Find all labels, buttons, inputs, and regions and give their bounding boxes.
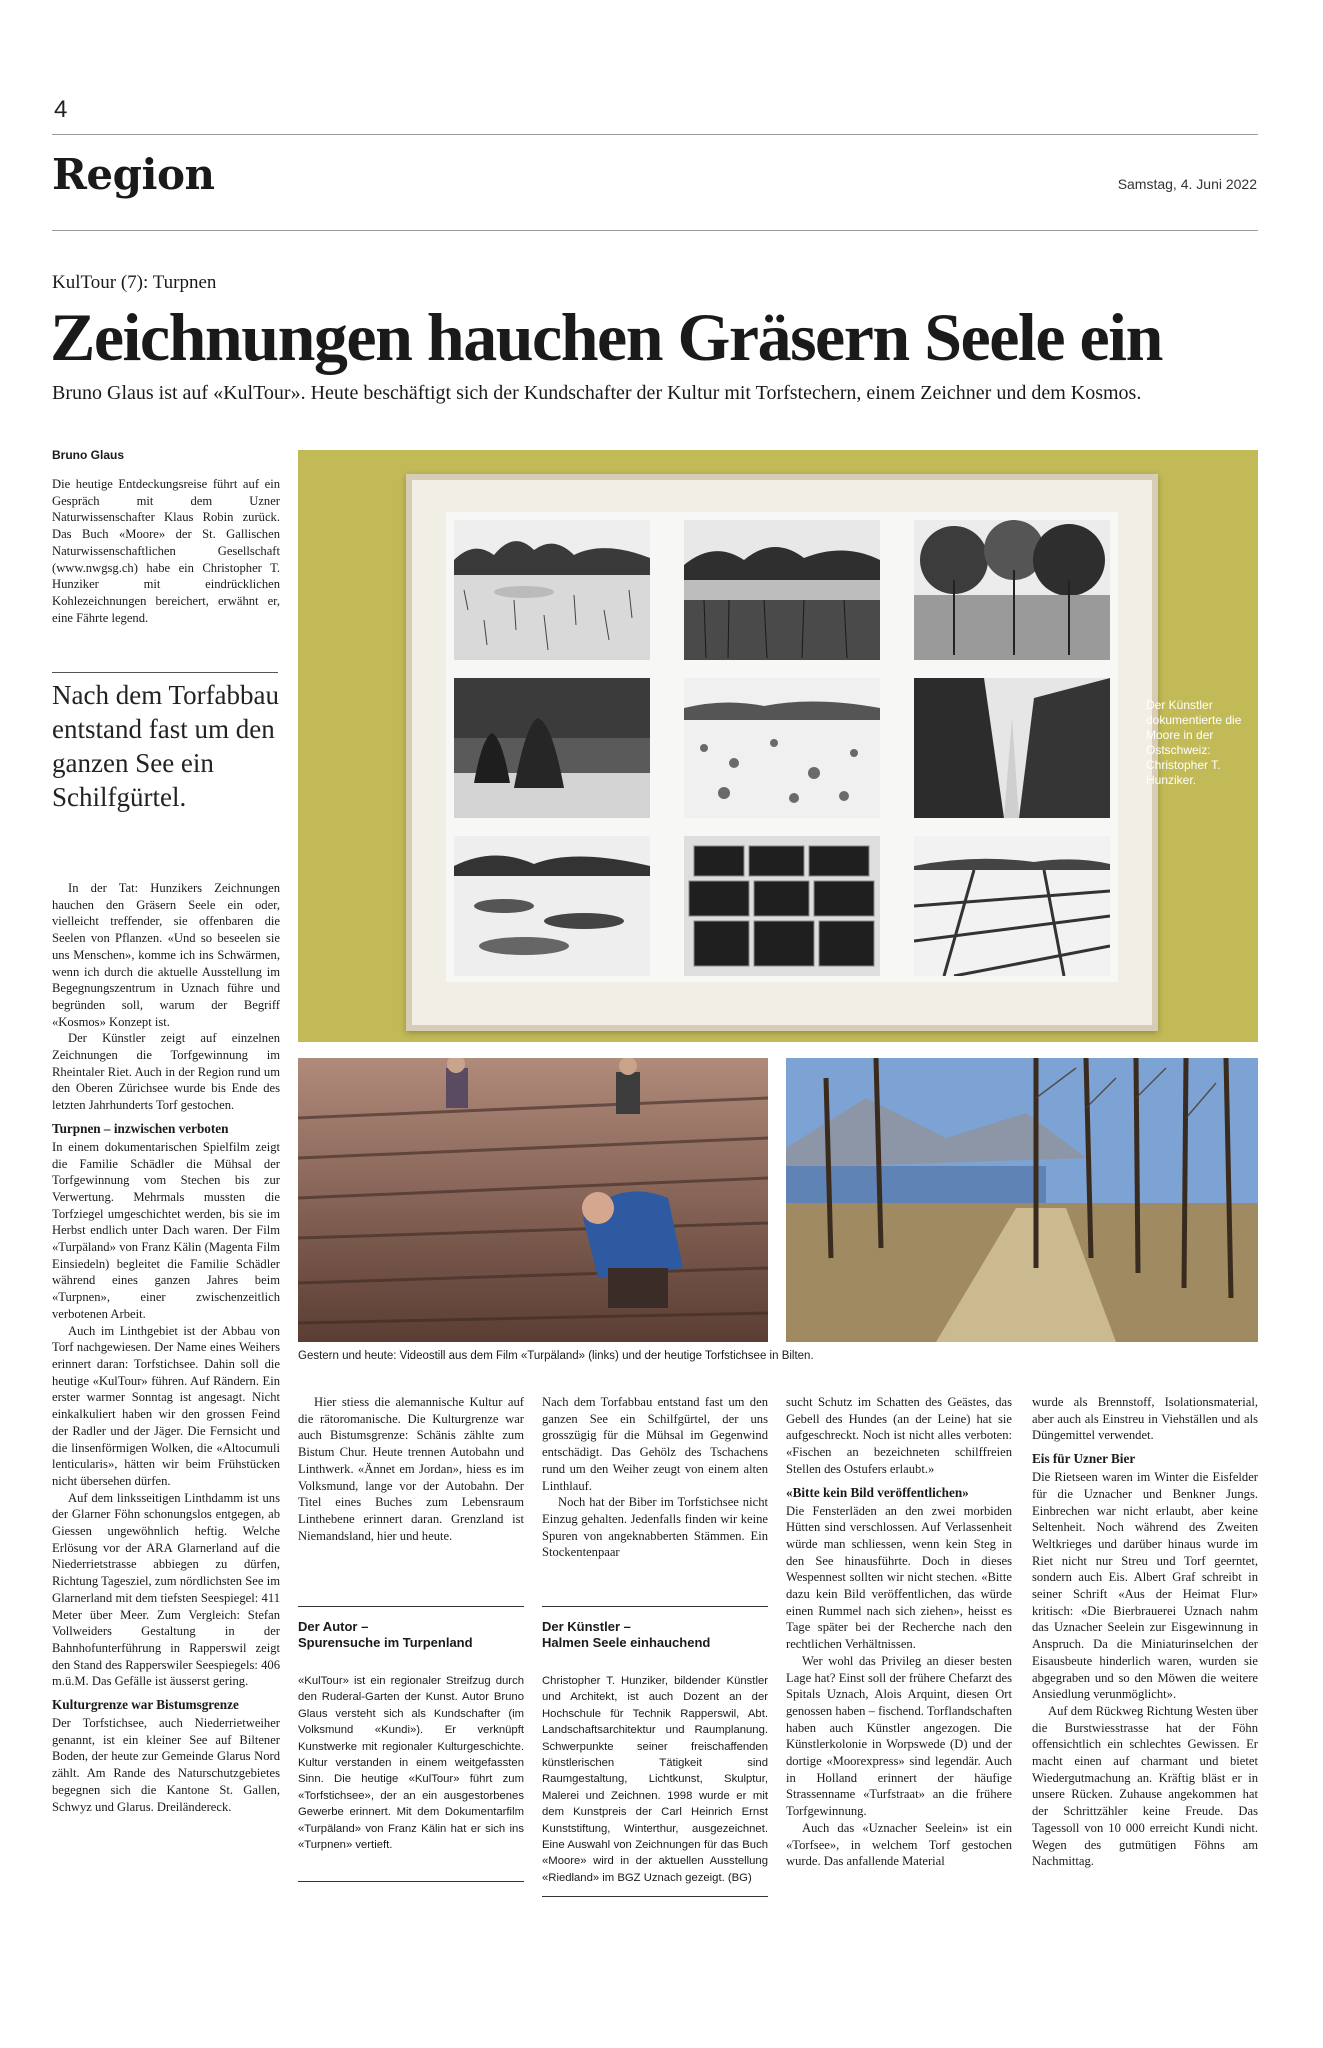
intro-text: Die heutige Entdeckungsreise führt auf ein Gespräch mit dem Uzner Naturwissenschafter Klaus Robin zurück. Das Buch «Moore» der St. Gallischen Naturwissenschaftlichen Gesellschaft (www.nwgsg.ch) habe ein Christopher T. Hunziker mit eindrücklichen Kohlezeichnungen bereichert, erwähnt er, eine Fährte legend. [52, 477, 280, 625]
article-column-1 [52, 880, 280, 1815]
article-kicker: KulTour (7): Turpnen [52, 272, 217, 293]
section-title: Region [52, 150, 215, 199]
artwork-photo [298, 450, 1258, 1042]
paragraph: In einem dokumentarischen Spielfilm zeigt die Familie Schädler die Mühsal der Torfgewinnung vom Stechen bis zur Verwertung. Mehrmals mussten die Torfziegel umgeschichtet werden, bis sie im Herbst endlich unter Dach waren. Der Film «Turpäland» von Franz Kälin (Magenta Film Einsiedeln) begleitet die Familie Schädler während eines ganzen Jahres beim «Turpnen», einer zwischenzeitlich verbotenen Arbeit. [52, 1139, 280, 1321]
paragraph: Nach dem Torfabbau entstand fast um den ganzen See ein Schilfgürtel, der uns grosszügig für die Mühsal im Gegenwind entschädigt. Das Gehölz des Tschachens rund um den Weiher zeugt von einem alten Linthlauf. [542, 1395, 768, 1493]
author-box [298, 1606, 524, 1882]
film-still-photo [298, 1058, 768, 1342]
drawing-meadow-trees [454, 520, 650, 660]
paragraph: Auf dem Rückweg Richtung Westen über die Burstwiesstrasse hat der Föhn offensichtlich ein schlechtes Gewissen. Er macht einen auf charmant und bietet Wiedergutmachung an. Kräftig bläst er in unsere Rücken. Zuhause angekommen hat der Schrittzähler keine Freude. Das Tagessoll von 10 000 erreicht Kundi nicht. Wegen des gutmütigen Föhns am Nachmittag. [1032, 1703, 1258, 1869]
byline: Bruno Glaus [52, 448, 125, 462]
artist-box-title-1: Der Künstler – [542, 1619, 631, 1634]
drawing-snowy-meadow [684, 678, 880, 818]
subheading: Turpnen – inzwischen verboten [52, 1120, 229, 1136]
quote-rule [52, 672, 278, 673]
intro-paragraph [52, 476, 280, 626]
article-column-2 [298, 1394, 524, 1544]
page-number: 4 [54, 96, 68, 123]
paragraph: Hier stiess die alemannische Kultur auf die rätoromanische. Die Kulturgrenze war auch Bistumsgrenze: Schänis zählte zum Bistum Chur. Heute trennen Autobahn und Linthwerk. «Ännet em Jordan», hiess es im Volksmund, lange vor der Autobahn. Der Titel eines Buches zum Lebensraum Linthebene erinnert daran. Grenzland ist Niemandsland, hier und heute. [298, 1395, 524, 1543]
header-rule-bottom [52, 230, 1258, 231]
drawing-peat-walls [914, 678, 1110, 818]
paragraph: Wer wohl das Privileg an dieser besten Lage hat? Einst soll der frühere Chefarzt des Spitals Uznach, Alois Arquint, diesen Ort genossen haben – fischend. Torflandschaften haben auch Künstler angezogen. Die Künstlerkolonie in Worpswede (D) und der dortige «Moorexpress» sind legendär. Auch in Holland erinnert der häufige Strassenname «Turfstraat» an die frühere Torfgewinnung. [786, 1653, 1012, 1819]
author-box-title-2: Spurensuche im Turpenland [298, 1635, 473, 1650]
paragraph: Die Rietseen waren im Winter die Eisfelder für die Uznacher und Benkner Jungs. Einbrechen war nicht erlaubt, aber keine Seltenheit. Noch während des Zweiten Weltkrieges und darüber hinaus wurde im Riet nicht nur Streu und Torf geerntet, sondern auch Eis. Albert Graf schreibt in seiner Schrift «Aus der Heimat Flur» kritisch: «Die Bierbrauerei Uznach nahm das Uznacher Seelein zur Eisgewinnung in Anspruch. Da die Miniaturinselchen der Eisausbeute hinderlich waren, wurden sie abgegraben und so den Möwen die weitere Ansiedlung verunmöglicht». [1032, 1470, 1258, 1702]
torfstichsee-photo [786, 1058, 1258, 1342]
paragraph: Noch hat der Biber im Torfstichsee nicht Einzug gehalten. Jedenfalls finden wir keine Spuren von angeknabberten Stämmen. Ein Stockentenpaar [542, 1495, 768, 1560]
paragraph: Auf dem linksseitigen Linthdamm ist uns der Glarner Föhn schonungslos entgegen, ab Giessen ungewöhnlich heftig. Welche Erlösung vor der ARA Glarnerland auf die Niederrietstrasse abbiegen zu dürfen, Richtung Tagesziel, zum nördlichsten See im Glarnerland mit dem tiefsten Seespiegel: 411 Meter über Meer. Zum Vergleich: Stefan Vollweiders Gestaltung in der Bahnhofunterführung in Rapperswil zeigt den Stand des Rapperswiler Seespiegels: 406 m.ü.M. Das Gefälle ist äusserst gering. [52, 1490, 280, 1689]
drawing-haystacks [454, 678, 650, 818]
paragraph: sucht Schutz im Schatten des Geästes, das Gebell des Hundes (an der Leine) hat sie aufgeschreckt. Noch ist nicht alles verboten: «Fischen an bezeichneten schilffreien Stellen des Ostufers erlaubt.» [786, 1395, 1012, 1476]
paragraph: In der Tat: Hunzikers Zeichnungen hauchen den Gräsern Seele ein oder, vielleicht treffender, sie offenbaren die Seelen von Pflanzen. «Und so beseelen sie uns Menschen», komme ich ins Schwärmen, wenn ich durch die aktuelle Ausstellung im Begegnungszentrum in Uznach führe und begründen soll, warum der Begriff «Kosmos» Konzept ist. [52, 881, 280, 1029]
pull-quote: Nach dem Torfabbau entstand fast um den ganzen See ein Schilfgürtel. [52, 680, 280, 812]
header-rule-top [52, 134, 1258, 135]
issue-date: Samstag, 4. Juni 2022 [1117, 176, 1257, 192]
drawing-fields [914, 836, 1110, 976]
subheading: Kulturgrenze war Bistumsgrenze [52, 1697, 239, 1713]
paragraph: Auch das «Uznacher Seelein» ist ein «Torfsee», in welchem Torf gestochen wurde. Das anfallende Material [786, 1820, 1012, 1869]
artist-box [542, 1606, 768, 1897]
artwork-caption: Der Künstler dokumentierte die Moore in der Ostschweiz: Christopher T. Hunziker. [1146, 698, 1242, 787]
paragraph: Der Torfstichsee, auch Niederrietweiher genannt, ist ein kleiner See auf Biltener Boden, der heute zur Gemeinde Glarus Nord zählt. Am Rande des Naturschutzgebietes begegnen sich die Kantone St. Gallen, Schwyz und Glarus. Dreiländereck. [52, 1716, 280, 1814]
article-headline: Zeichnungen hauchen Gräsern Seele ein [50, 299, 1162, 375]
drawing-peat-bricks [684, 836, 880, 976]
author-box-text: «KulTour» ist ein regionaler Streifzug durch den Ruderal-Garten der Kunst. Autor Bruno Glaus versteht sich als Kundschafter (im Volksmund «Kundi»). Er verknüpft Kunstwerke mit regionaler Kulturgeschichte. Kultur verstanden in einem weitgefassten Sinn. Die heutige «KulTour» führt zum «Torfstichsee», der an ein ausgestorbenes Gewerbe erinnert. Mit dem Dokumentarfilm «Turpäland» von Franz Kälin hat er sich ins «Turpnen» vertieft. [298, 1675, 524, 1852]
author-box-title-1: Der Autor – [298, 1619, 369, 1634]
artist-box-text: Christopher T. Hunziker, bildender Künstler und Architekt, ist auch Dozent an der Hochschule für Technik Rapperswil, Abt. Landschaftsarchitektur und Raumplanung. Schwerpunkte seiner freischaffenden künstlerischen Tätigkeit sind Raumgestaltung, Lichtkunst, Skulptur, Malerei und Zeichnen. 1998 wurde er mit dem Kunstpreis der Carl Heinrich Ernst Kunststiftung, Winterthur, ausgezeichnet. Eine Auswahl von Zeichnungen für das Buch «Moore» wird in der aktuellen Ausstellung «Riedland» im BGZ Uznach gezeigt. (BG) [542, 1675, 768, 1884]
subheading: «Bitte kein Bild veröffentlichen» [786, 1484, 969, 1500]
paragraph: Auch im Linthgebiet ist der Abbau von Torf nachgewiesen. Der Name eines Weihers erinnert daran: Torfstichsee. Dahin soll die heutige «KulTour» führen. Auf Rändern. Ein erster warmer Sonntag ist angesagt. Nicht einkalkuliert haben wir den grossen Feind der Radler und der Jäger. Die Fernsicht und die linsenförmigen Wolken, die «Altocumuli lenticularis», hätten wir beim Frühstücken nicht übersehen dürfen. [52, 1323, 280, 1488]
paragraph: wurde als Brennstoff, Isolationsmaterial, aber auch als Einstreu in Viehställen und als Düngemittel verwendet. [1032, 1395, 1258, 1443]
article-lead: Bruno Glaus ist auf «KulTour». Heute beschäftigt sich der Kundschafter der Kultur mit Torfstechern, einem Zeichner und dem Kosmos. [52, 382, 1142, 404]
article-column-4 [786, 1394, 1012, 1870]
picture-frame [406, 474, 1158, 1031]
drawing-ponds [454, 836, 650, 976]
subheading: Eis für Uzner Bier [1032, 1451, 1136, 1467]
article-column-5 [1032, 1394, 1258, 1870]
paragraph: Der Künstler zeigt auf einzelnen Zeichnungen die Torfgewinnung im Rheintaler Riet. Auch in der Region rund um den Oberen Zürichsee wurde bis Ende des letzten Jahrhunderts Torf gestochen. [52, 1031, 280, 1113]
drawing-forest [914, 520, 1110, 660]
author-box-rule [298, 1881, 524, 1882]
artist-box-rule [542, 1896, 768, 1897]
paragraph: Die Fensterläden an den zwei morbiden Hütten sind verschlossen. Auf Verlassenheit würde man schliessen, wenn kein Steg in den See hinausführte. Doch in dieses Wespennest sollten wir nicht stechen. «Bitte dazu kein Bild veröffentlichen, das würde einen Rummel nach sich ziehen», heisst es Tage später bei der Recherche nach den rechtlichen Verhältnissen. [786, 1503, 1012, 1652]
picture-mat [446, 512, 1118, 982]
photos-caption: Gestern und heute: Videostill aus dem Film «Turpäland» (links) und der heutige Torfstichsee in Bilten. [298, 1350, 814, 1362]
artist-box-title-2: Halmen Seele einhauchend [542, 1635, 711, 1650]
article-column-3 [542, 1394, 768, 1561]
drawing-reeds [684, 520, 880, 660]
